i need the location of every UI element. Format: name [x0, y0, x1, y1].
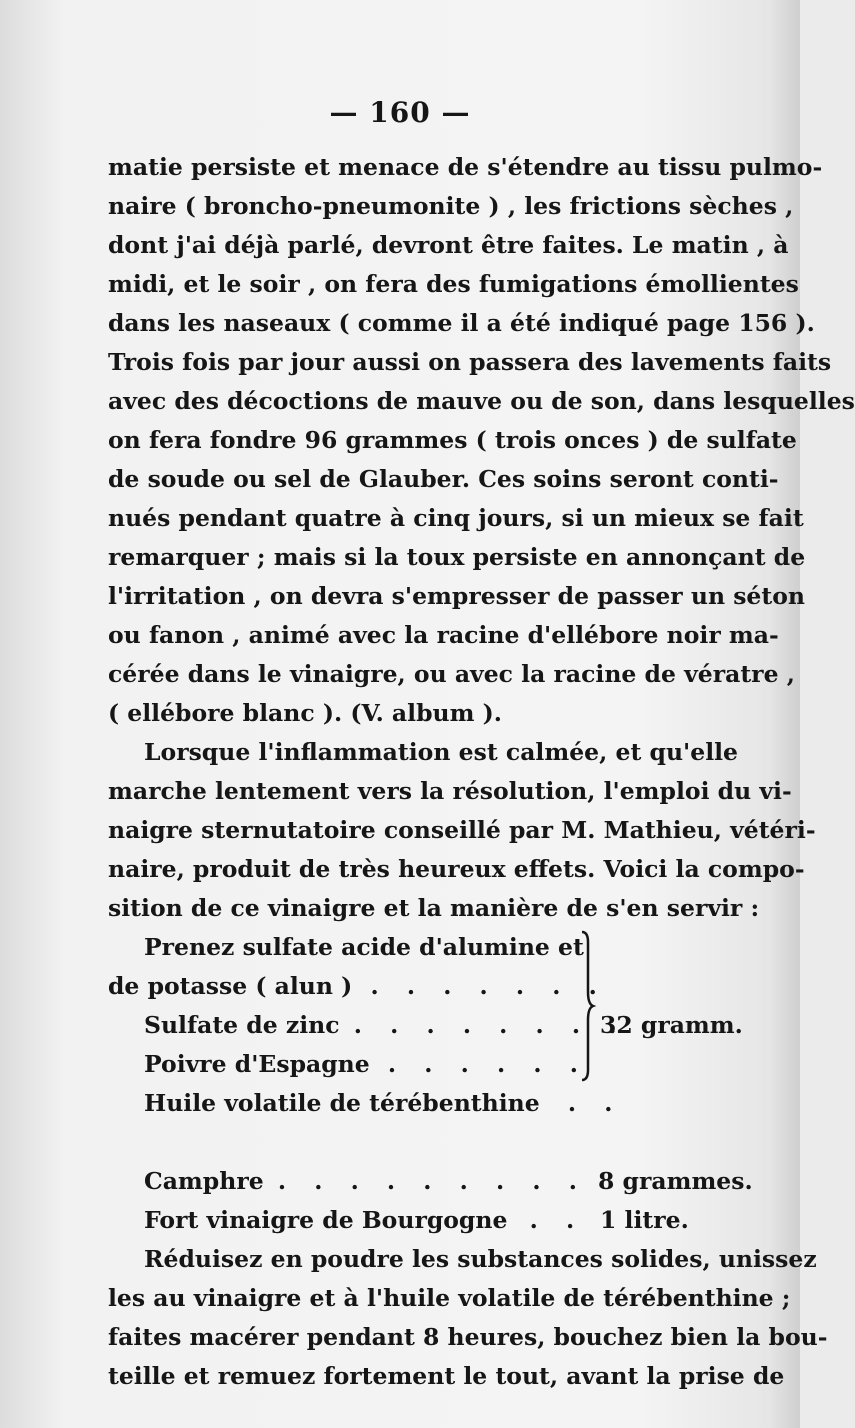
recipe-item: [108, 967, 607, 1006]
dot-leaders: . . . . . . . . .: [277, 1167, 587, 1195]
text-line: teille et remuez fortement le tout, avant la prise de: [108, 1362, 785, 1390]
dot-leaders: . . . . . . . .: [353, 1011, 627, 1039]
curly-brace-icon: [580, 928, 594, 1084]
recipe-item: [144, 928, 584, 967]
recipe-item-name: de potasse ( alun ): [108, 972, 353, 1000]
group-quantity: 32 gramm.: [600, 1011, 743, 1039]
dot-leaders: . .: [529, 1206, 585, 1234]
recipe-list-continued: [108, 1162, 753, 1240]
dot-leaders: . .: [567, 1089, 623, 1117]
text-line: nués pendant quatre à cinq jours, si un mieux se fait: [108, 504, 804, 532]
text-line: naigre sternutatoire conseillé par M. Mathieu, vétéri-: [108, 816, 816, 844]
dot-leaders: . . . . . . .: [370, 972, 607, 1000]
recipe-item: [144, 1162, 587, 1201]
recipe-item-name: Sulfate de zinc: [144, 1011, 340, 1039]
text-line: naire, produit de très heureux effets. Voici la compo-: [108, 855, 805, 883]
recipe-item: [144, 1201, 584, 1240]
paragraph-2: [108, 733, 816, 928]
recipe-item-name: Fort vinaigre de Bourgogne: [144, 1206, 508, 1234]
recipe-item: [144, 1045, 588, 1084]
text-line: ( ellébore blanc ). (V. album ).: [108, 699, 502, 727]
text-line: faites macérer pendant 8 heures, bouchez bien la bou-: [108, 1323, 828, 1351]
text-line: dans les naseaux ( comme il a été indiqué page 156 ).: [108, 309, 815, 337]
page-body: [108, 148, 855, 1396]
text-line: remarquer ; mais si la toux persiste en annonçant de: [108, 543, 806, 571]
recipe-item-name: Camphre: [144, 1167, 264, 1195]
recipe-item-name: Poivre d'Espagne: [144, 1050, 370, 1078]
text-line: de soude ou sel de Glauber. Ces soins seront conti-: [108, 465, 779, 493]
text-line: Trois fois par jour aussi on passera des lavements faits: [108, 348, 832, 376]
text-line: Réduisez en poudre les substances solides, unissez: [144, 1245, 817, 1273]
recipe-item-name: Huile volatile de térébenthine: [144, 1089, 540, 1117]
text-line: dont j'ai déjà parlé, devront être faites. Le matin , à: [108, 231, 789, 259]
recipe-item: [144, 1084, 622, 1123]
text-line: cérée dans le vinaigre, ou avec la racine de vératre ,: [108, 660, 795, 688]
camphor-quantity: 8 grammes.: [598, 1167, 753, 1195]
paragraph-1: [108, 148, 855, 733]
vinegar-quantity: 1 litre.: [600, 1206, 689, 1234]
text-line: les au vinaigre et à l'huile volatile de térébenthine ;: [108, 1284, 791, 1312]
text-line: Lorsque l'inflammation est calmée, et qu'elle: [144, 738, 738, 766]
text-line: l'irritation , on devra s'empresser de passer un séton: [108, 582, 806, 610]
text-line: marche lentement vers la résolution, l'emploi du vi-: [108, 777, 792, 805]
text-line: midi, et le soir , on fera des fumigations émollientes: [108, 270, 799, 298]
dot-leaders: . . . . . .: [387, 1050, 588, 1078]
text-line: on fera fondre 96 grammes ( trois onces ) de sulfate: [108, 426, 797, 454]
recipe-item: [144, 1006, 626, 1045]
text-line: ou fanon , animé avec la racine d'ellébore noir ma-: [108, 621, 779, 649]
text-line: matie persiste et menace de s'étendre au tissu pulmo-: [108, 153, 823, 181]
text-line: avec des décoctions de mauve ou de son, dans lesquelles: [108, 387, 855, 415]
text-line: sition de ce vinaigre et la manière de s'en servir :: [108, 894, 760, 922]
recipe-item-name: Prenez sulfate acide d'alumine et: [144, 933, 584, 961]
paragraph-3: [108, 1240, 828, 1396]
text-line: naire ( broncho-pneumonite ) , les frictions sèches ,: [108, 192, 794, 220]
page-number: — 160 —: [329, 96, 471, 129]
recipe-list: [108, 928, 743, 1162]
